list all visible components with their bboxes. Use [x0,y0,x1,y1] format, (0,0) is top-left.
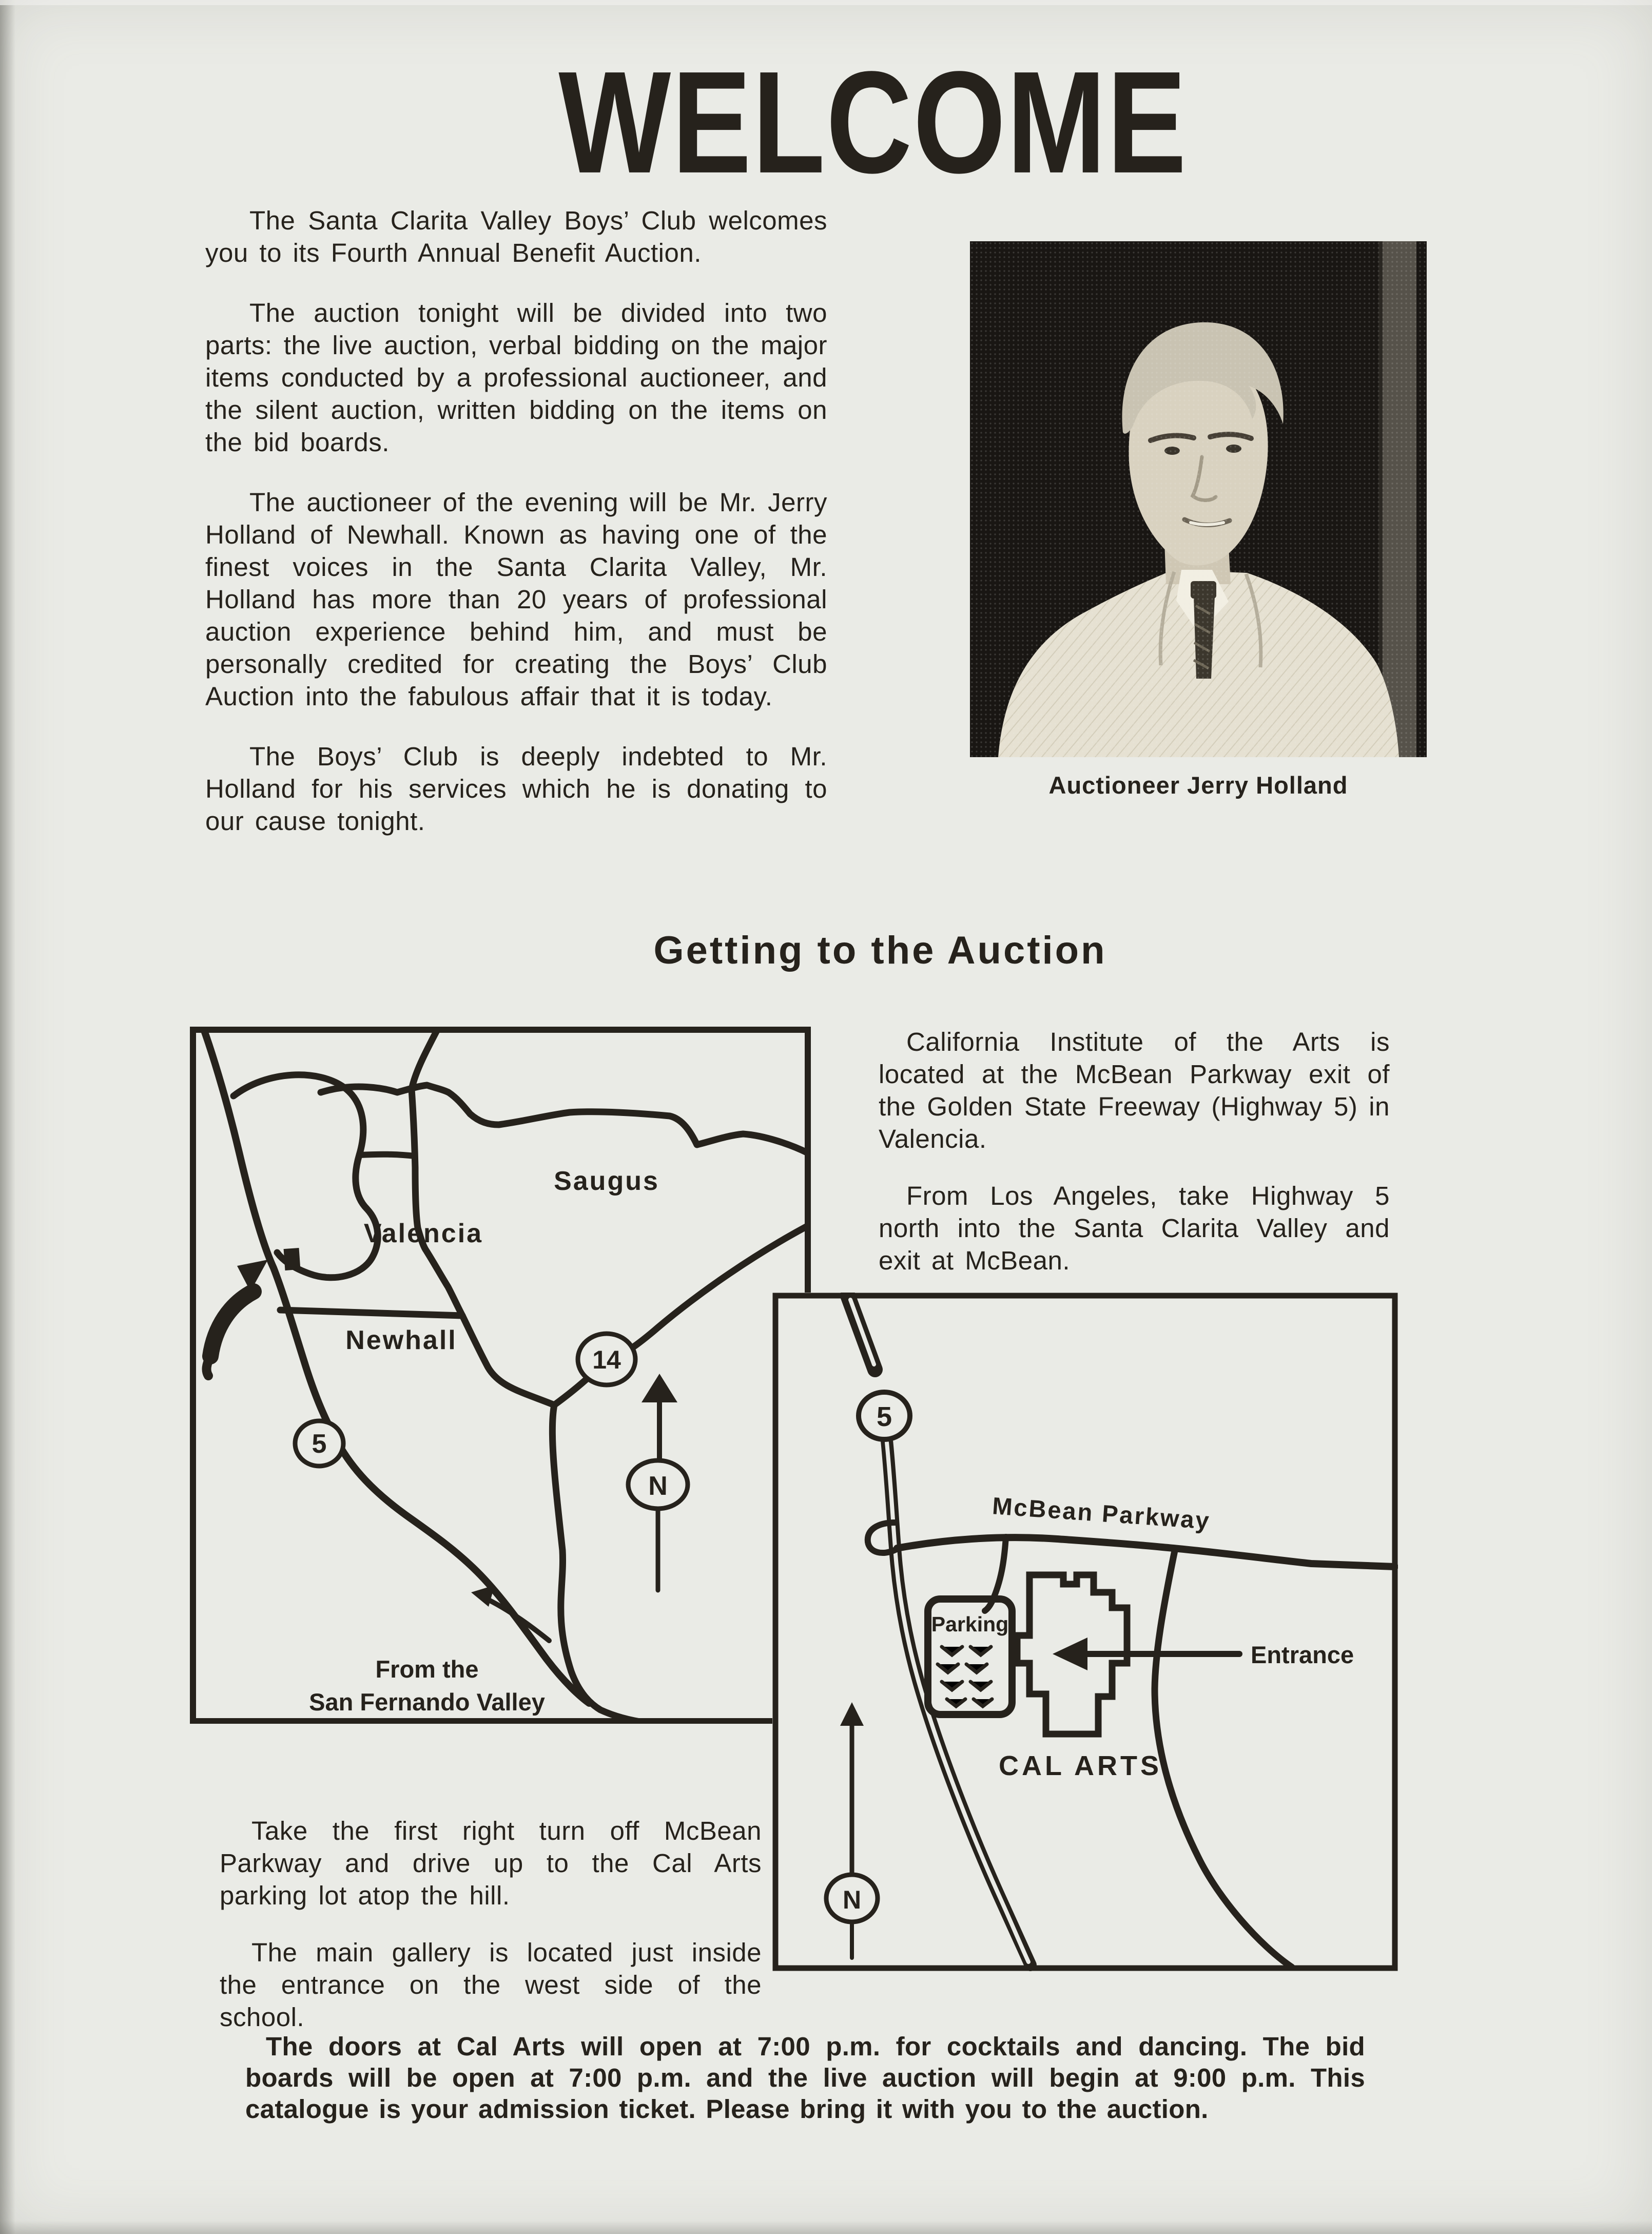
footer-notice [245,2031,1365,2125]
label-saugus: Saugus [554,1166,659,1196]
intro-paragraph: The Boys’ Club is deeply indebted to Mr. Holland for his services which he is donating to our cause tonight. [205,742,827,836]
east-west-road [321,1085,808,1153]
exit-arrow-icon [237,1260,268,1292]
valencia-loop-road [234,1075,378,1278]
compass-label: N [648,1471,668,1501]
label-newhall: Newhall [345,1325,457,1355]
intro-paragraph: The Santa Clarita Valley Boys’ Club welcomes you to its Fourth Annual Benefit Auction. [205,206,827,267]
label-valencia: Valencia [363,1219,483,1248]
portrait-illustration [970,241,1427,757]
arrival-paragraph: The main gallery is located just inside the entrance on the west side of the school. [220,1938,762,2032]
route-14-label: 14 [592,1345,621,1374]
photo-caption: Auctioneer Jerry Holland [1048,772,1348,799]
destination-marker [284,1248,301,1270]
scan-edge-shadow [0,0,15,2234]
intro-paragraph: The auctioneer of the evening will be Mr. Jerry Holland of Newhall. Known as having one of the finest voices in the Santa Clarita Valley, Mr. Holland has more than 20 years of professional auction experience behind him, and must be personally credited for creating the Boys’ Club Auction into the fabulous affair that it is today. [205,488,827,711]
scan-edge-highlight [0,0,1652,5]
label-san-fernando-valley: San Fernando Valley [309,1688,545,1716]
newhall-road [280,1310,462,1316]
section-heading: Getting to the Auction [653,929,1107,972]
loop-connector-road [359,1154,415,1156]
directions-paragraph: From Los Angeles, take Highway 5 north into the Santa Clarita Valley and exit at McBean. [879,1181,1390,1275]
regional-map [190,1027,811,1724]
label-from-the: From the [375,1655,479,1683]
junction-south-road [552,1405,647,1723]
label-entrance: Entrance [1251,1641,1354,1668]
auctioneer-photo [970,241,1427,757]
arrival-paragraph: Take the first right turn off McBean Parkway and drive up to the Cal Arts parking lot atop the hill. [220,1816,762,1910]
page-title: WELCOME [558,41,1188,204]
route-5-label: 5 [312,1429,327,1459]
label-parking: Parking [931,1612,1009,1636]
detail-map [772,1293,1398,1971]
map-border [193,1030,808,1721]
arrival-text-column [220,1815,762,2033]
halftone-overlay [970,241,1427,757]
label-cal-arts: CAL ARTS [999,1750,1162,1781]
regional-map-drawing [190,1027,811,1724]
label-mcbean-parkway: McBean Parkway [991,1492,1212,1534]
intro-paragraph: The auction tonight will be divided into two parts: the live auction, verbal bidding on the major items conducted by a professional auctioneer, and the silent auction, written bidding on the items on the bid boards. [205,298,827,457]
sfv-arrow-tail [483,1597,549,1641]
intro-text-column [205,204,827,837]
detail-map-drawing [772,1293,1398,1971]
highway-5-road [203,1028,589,1703]
directions-paragraph: California Institute of the Arts is located at the McBean Parkway exit of the Golden State Freeway (Highway 5) in Valencia. [879,1027,1390,1153]
compass-label: N [842,1885,862,1914]
directions-text-column [879,1026,1390,1277]
route-5-label: 5 [876,1401,892,1432]
exit-arrow-tail [210,1292,254,1356]
scan-edge-shadow-bottom [0,2221,1652,2234]
footer-paragraph: The doors at Cal Arts will open at 7:00 p.m. for cocktails and dancing. The bid boards will be open at 7:00 p.m. and the live auction will begin at 9:00 p.m. This catalogue is your admission ticket. Please bring it with you to the auction. [245,2032,1365,2124]
